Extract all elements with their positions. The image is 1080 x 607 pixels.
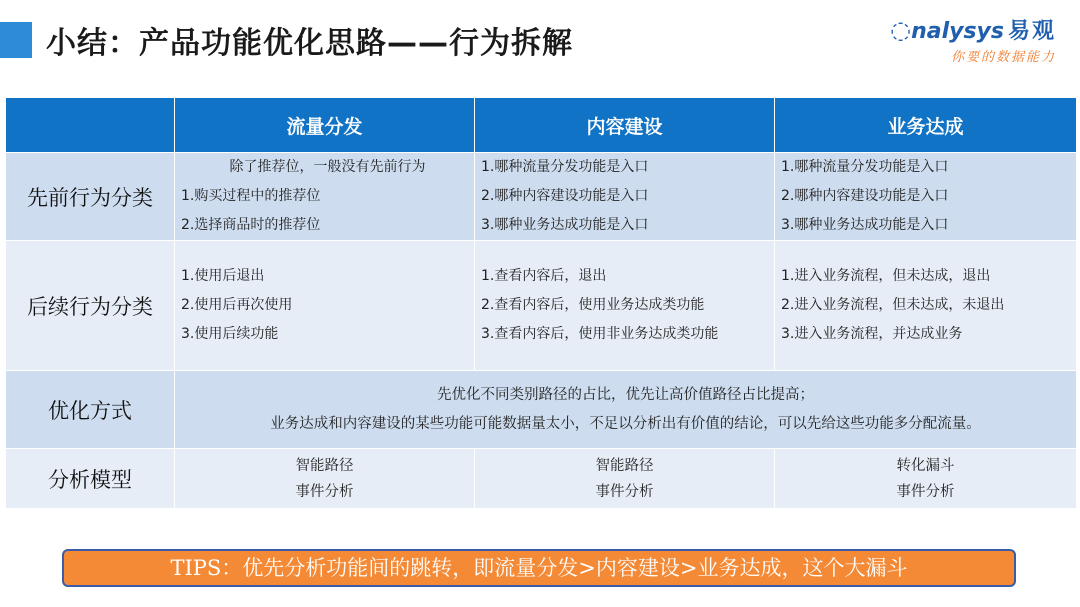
cell-line: 3.查看内容后，使用非业务达成类功能 [481, 326, 719, 342]
table-cell [475, 241, 775, 371]
table-cell [475, 449, 775, 509]
table-row-follow-behavior [6, 241, 1077, 371]
behavior-table [5, 97, 1077, 509]
row-label: 分析模型 [6, 449, 175, 509]
cell-line: 1.购买过程中的推荐位 [181, 188, 321, 204]
header-cell-business: 业务达成 [775, 98, 1077, 153]
table-cell [775, 449, 1077, 509]
cell-line: 1.进入业务流程，但未达成，退出 [781, 268, 991, 284]
cell-line: 智能路径 [595, 457, 654, 474]
cell-line: 1.哪种流量分发功能是入口 [781, 159, 949, 175]
cell-line: 除了推荐位，一般没有先前行为 [229, 159, 426, 175]
cell-line: 2.查看内容后，使用业务达成类功能 [481, 297, 705, 313]
cell-line: 1.查看内容后，退出 [481, 268, 607, 284]
table-cell [175, 449, 475, 509]
cell-line: 2.使用后再次使用 [181, 297, 293, 313]
cell-line: 业务达成和内容建设的某些功能可能数据量太小，不足以分析出有价值的结论，可以先给这些功能多分配流量。 [270, 415, 981, 432]
title-accent-bar [0, 22, 32, 58]
cell-line: 3.使用后续功能 [181, 326, 279, 342]
cell-line: 1.哪种流量分发功能是入口 [481, 159, 649, 175]
cell-line: 3.进入业务流程，并达成业务 [781, 326, 963, 342]
table-cell [175, 153, 475, 241]
cell-line: 转化漏斗 [896, 457, 955, 474]
row-label: 优化方式 [6, 371, 175, 449]
cell-line: 先优化不同类别路径的占比，优先让高价值路径占比提高； [437, 386, 814, 403]
header-cell-content: 内容建设 [475, 98, 775, 153]
cell-line: 2.哪种内容建设功能是入口 [481, 188, 649, 204]
cell-line: 2.选择商品时的推荐位 [181, 217, 321, 233]
table-cell-merged [175, 371, 1077, 449]
table-row-optimization [6, 371, 1077, 449]
row-label: 后续行为分类 [6, 241, 175, 371]
table-row-analysis-model [6, 449, 1077, 509]
cell-line: 事件分析 [896, 483, 955, 500]
table-cell [475, 153, 775, 241]
cell-line: 事件分析 [595, 483, 654, 500]
row-label: 先前行为分类 [6, 153, 175, 241]
logo-chinese: 易观 [1007, 19, 1056, 44]
header-cell-traffic: 流量分发 [175, 98, 475, 153]
logo-slogan: 你要的数据能力 [950, 50, 1056, 65]
cell-line: 3.哪种业务达成功能是入口 [781, 217, 949, 233]
table-cell [175, 241, 475, 371]
cell-line: 2.哪种内容建设功能是入口 [781, 188, 949, 204]
header-cell-empty [6, 98, 175, 153]
cell-line: 智能路径 [295, 457, 354, 474]
logo-wordmark: ◌nalysys 易观 [890, 16, 1056, 44]
table-cell [775, 241, 1077, 371]
cell-line: 3.哪种业务达成功能是入口 [481, 217, 649, 233]
tips-banner: TIPS：优先分析功能间的跳转，即流量分发>内容建设>业务达成，这个大漏斗 [62, 549, 1016, 587]
cell-line: 1.使用后退出 [181, 268, 265, 284]
logo-latin: nalysys [911, 19, 1004, 44]
page-title: 小结：产品功能优化思路——行为拆解 [46, 26, 573, 61]
cell-line: 事件分析 [295, 483, 354, 500]
cell-line: 2.进入业务流程，但未达成，未退出 [781, 297, 1005, 313]
table-row-prior-behavior [6, 153, 1077, 241]
table-cell [775, 153, 1077, 241]
table-header-row [6, 98, 1077, 153]
analysys-logo [890, 14, 1056, 65]
